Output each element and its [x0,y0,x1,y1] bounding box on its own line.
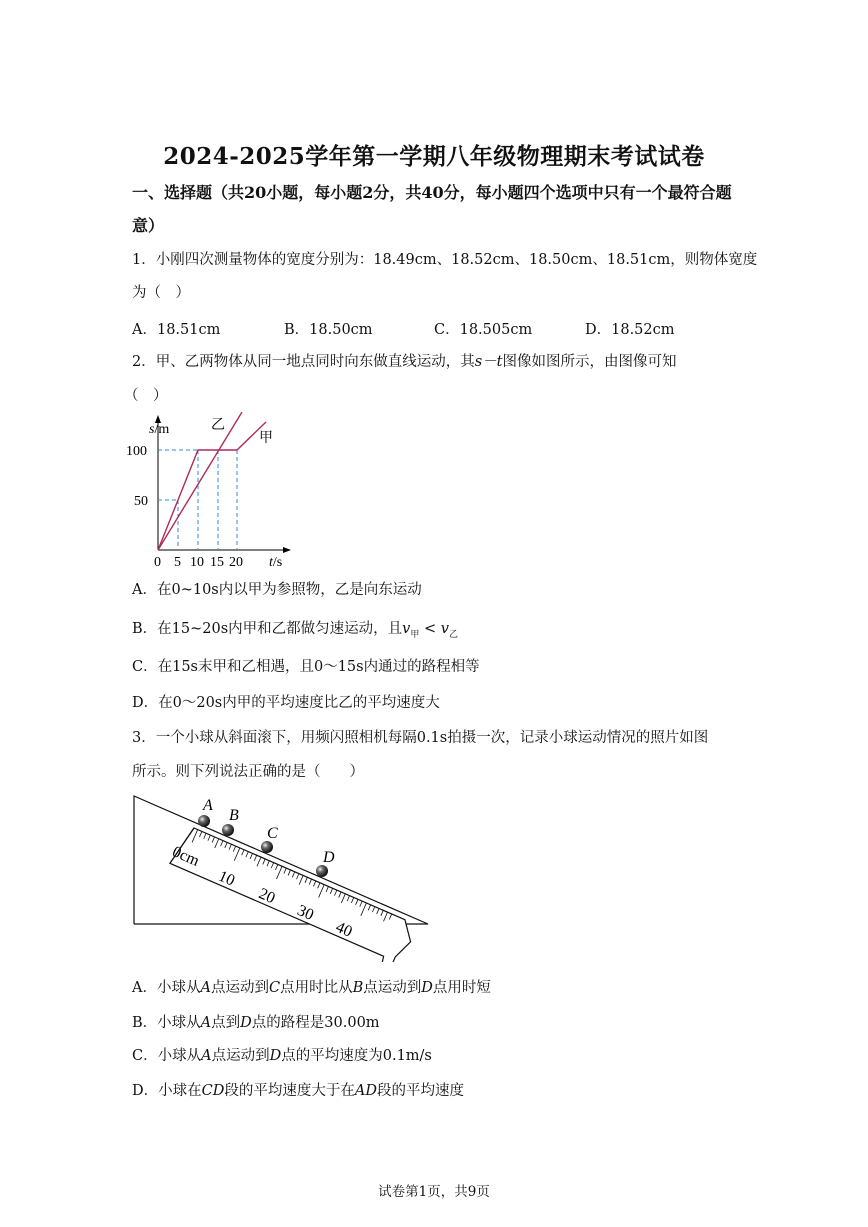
line-yi [158,412,242,550]
q3-option-d[interactable]: D．小球在CD段的平均速度大于在AD段的平均速度 [132,1083,464,1099]
q3-option-a[interactable]: A．小球从A点运动到C点用时比从B点运动到D点用时短 [132,980,491,996]
q1-stem-line1: 1．小刚四次测量物体的宽度分别为：18.49cm、18.52cm、18.50cm、18.51cm，则物体宽度 [132,252,758,268]
ball-b [222,824,234,836]
ruler-label-40: 40 [333,918,355,941]
origin-label: 0 [154,555,161,570]
q2-stem-line2: （ ） [124,388,168,404]
xtick-5: 5 [174,555,181,570]
ball-label-c: C [267,825,278,842]
ruler-label-20: 20 [256,885,278,908]
q2-option-b[interactable] [132,619,458,645]
v-symbol: v [402,621,411,637]
ball-label-d: D [323,849,335,866]
q2-st-graph [125,412,295,574]
ytick-50: 50 [134,494,148,509]
v-symbol: v [440,621,449,637]
q1-option-a[interactable]: A．18.51cm [132,322,221,338]
label-jia: 甲 [259,431,273,446]
xtick-20: 20 [229,555,243,570]
q3-option-b[interactable]: B．小球从A点到D点的路程是30.00m [132,1015,380,1031]
xtick-15: 15 [210,555,224,570]
q2-stem-part1: 2．甲、乙两物体从同一地点同时向东做直线运动，其 [132,354,475,370]
page-footer: 试卷第1页，共9页 [378,1184,490,1200]
q1-option-d[interactable]: D．18.52cm [585,322,675,338]
subscript-yi: 乙 [448,629,458,640]
ytick-100: 100 [126,444,147,459]
xtick-10: 10 [190,555,204,570]
subscript-jia: 甲 [410,629,420,640]
q1-option-c[interactable]: C．18.505cm [434,322,533,338]
q1-stem-line2: 为（ ） [132,285,190,301]
x-axis-label: t/s [269,555,283,570]
ruler-label-10: 10 [215,867,238,890]
page-title: 2024-2025学年第一学期八年级物理期末考试试卷 [163,143,705,170]
q1-option-b[interactable]: B．18.50cm [284,322,373,338]
ball-label-a: A [203,797,213,814]
ball-a [198,815,210,827]
q1-options [132,318,752,338]
q2-stem-part2: 图像如图所示，由图像可知 [502,354,677,370]
q3-option-c[interactable]: C．小球从A点运动到D点的平均速度为0.1m/s [132,1048,432,1064]
q2-stem-var: s－t [474,354,503,370]
guide-lines [158,450,237,550]
y-axis-label: s/m [149,422,170,437]
ball-d [316,865,328,877]
ball-c [261,841,273,853]
q2-option-d[interactable]: D．在0～20s内甲的平均速度比乙的平均速度大 [132,695,440,711]
q2-option-c[interactable]: C．在15s末甲和乙相遇，且0～15s内通过的路程相等 [132,659,480,675]
ruler-label-30: 30 [294,901,317,924]
less-than: < [419,621,441,637]
q2-option-b-text: B．在15~20s内甲和乙都做匀速运动，且 [132,621,403,637]
q3-stem-line2: 所示。则下列说法正确的是（ ） [132,764,364,780]
x-axis-arrow [283,547,291,553]
q2-option-a[interactable]: A．在0~10s内以甲为参照物，乙是向东运动 [132,582,422,598]
ruler-label-0: 0cm [169,843,202,870]
label-yi: 乙 [211,418,225,433]
section-heading: 一、选择题（共20小题，每小题2分，共40分，每小题四个选项中只有一个最符合题意） [132,183,732,235]
line-jia [158,422,266,550]
ball-label-b: B [229,807,239,824]
q2-stem-line1 [132,352,677,372]
q3-incline-figure [130,792,430,962]
q3-stem-line1: 3．一个小球从斜面滚下，用频闪照相机每隔0.1s拍摄一次，记录小球运动情况的照片如图 [132,730,709,746]
